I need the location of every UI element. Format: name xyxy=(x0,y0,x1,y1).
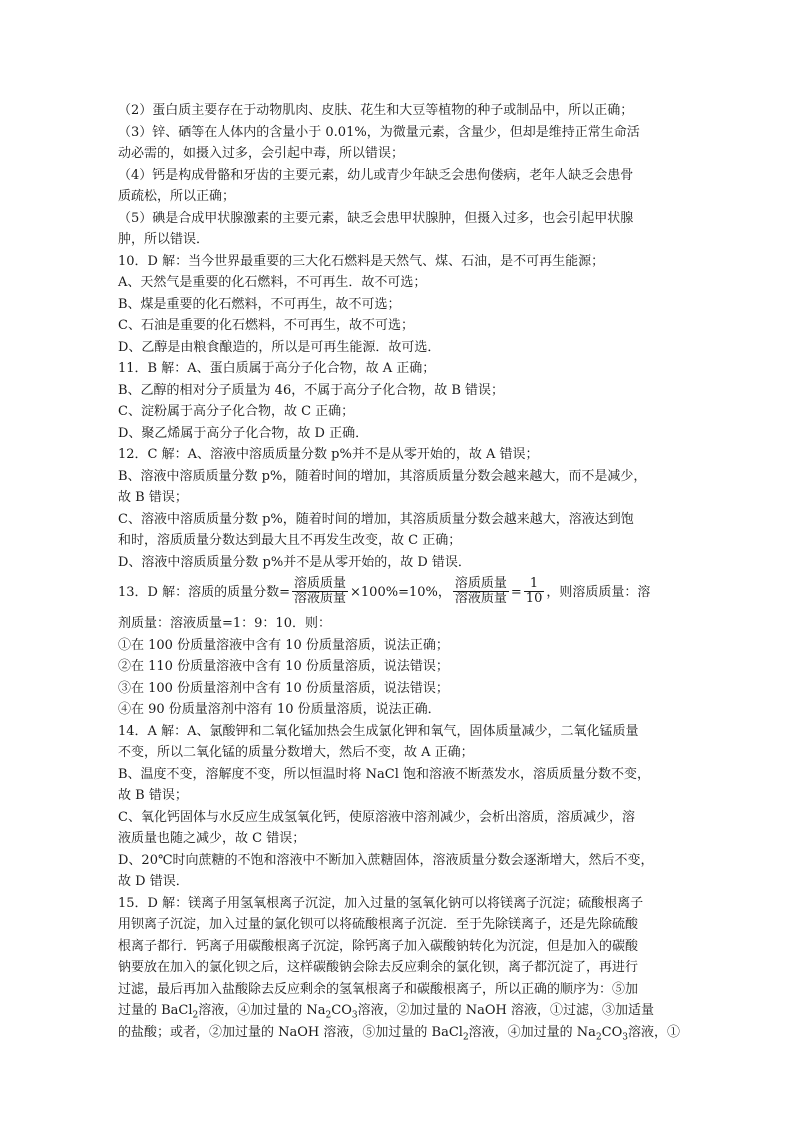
text-line: D、聚乙烯属于高分子化合物，故 D 正确． xyxy=(118,425,369,441)
text-line: C、溶液中溶质质量分数 p%，随着时间的增加，其溶质质量分数会越来越大，溶液达到饱 xyxy=(118,511,634,527)
text-line: 不变，所以二氧化锰的质量分数增大，然后不变，故 A 正确； xyxy=(118,745,474,760)
text-line: ④在 90 份质量溶剂中溶有 10 份质量溶质，说法正确． xyxy=(118,702,441,717)
answer-block-b xyxy=(118,613,678,1000)
fraction-3-numerator: 1 xyxy=(524,577,545,592)
text-line: ②在 110 份质量溶液中含有 10 份质量溶质，说法错误； xyxy=(118,659,449,674)
text-line: C、淀粉属于高分子化合物，故 C 正确； xyxy=(118,404,355,419)
fraction-2-denominator: 溶液质量 xyxy=(454,591,507,606)
text-line: 14．A 解：A、氯酸钾和二氧化锰加热会生成氯化钾和氧气，固体质量减少，二氧化锰质量 xyxy=(118,723,639,739)
text-line: ①在 100 份质量溶液中含有 10 份质量溶质，说法正确； xyxy=(118,637,449,653)
text-line: B、煤是重要的化石燃料，不可再生，故不可选； xyxy=(118,296,401,312)
text-line: （4）钙是构成骨骼和牙齿的主要元素，幼儿或青少年缺乏会患佝偻病，老年人缺乏会患骨 xyxy=(118,167,634,183)
subscript: 2 xyxy=(325,1010,332,1021)
text-line: 11．B 解：A、蛋白质属于高分子化合物，故 A 正确； xyxy=(118,361,436,376)
text-line: D、溶液中溶质质量分数 p%并不是从零开始的，故 D 错误． xyxy=(118,554,471,570)
text-line: D、乙醇是由粮食酿造的，所以是可再生能源．故可选． xyxy=(118,339,441,355)
text-line: 故 B 错误； xyxy=(118,788,188,803)
text-run: 过量的 BaCl xyxy=(118,1003,193,1018)
q13-prefix: 13．D 解：溶质的质量分数= xyxy=(118,585,290,600)
text-run: 溶液，④加过量的 Na xyxy=(198,1003,326,1018)
text-line: 10．D 解：当今世界最重要的三大化石燃料是天然气、煤、石油，是不可再生能源； xyxy=(118,253,605,269)
subscript: 2 xyxy=(192,1010,199,1021)
text-line: 根离子都行．钙离子用碳酸根离子沉淀，除钙离子加入碳酸钠转化为沉淀，但是加入的碳酸 xyxy=(118,938,639,954)
text-line: 钠要放在加入的氯化钡之后，这样碳酸钠会除去反应剩余的氯化钡，离子都沉淀了，再进行 xyxy=(118,960,639,975)
text-run: 溶液，②加过量的 NaOH 溶液，①过滤，③加适量 xyxy=(357,1003,655,1018)
fraction-1-denominator: 溶液质量 xyxy=(294,591,347,606)
text-line: 用钡离子沉淀，加入过量的氯化钡可以将硫酸根离子沉淀．至于先除镁离子，还是先除硫酸 xyxy=(118,917,639,932)
text-line: 和时，溶质质量分数达到最大且不再发生改变，故 C 正确； xyxy=(118,533,462,548)
text-line: C、氧化钙固体与水反应生成氢氧化钙，使原溶液中溶剂减少，会析出溶质，溶质减少，溶 xyxy=(118,809,635,825)
text-line: 动必需的，如摄入过多，会引起中毒，所以错误； xyxy=(118,146,405,161)
subscript-line-2 xyxy=(118,1022,681,1044)
fraction-2-numerator: 溶质质量 xyxy=(454,576,507,591)
subscript: 2 xyxy=(462,1032,469,1043)
subscript: 3 xyxy=(351,1010,358,1021)
text-line: C、石油是重要的化石燃料，不可再生，故不可选； xyxy=(118,318,414,333)
text-line: 12．C 解：A、溶液中溶质质量分数 p%并不是从零开始的，故 A 错误； xyxy=(118,447,539,462)
text-line: A、天然气是重要的化石燃料，不可再生．故不可选； xyxy=(118,275,427,290)
subscript: 2 xyxy=(595,1032,602,1043)
text-line: 肿，所以错误． xyxy=(118,232,210,247)
q13-equals: = xyxy=(510,585,522,600)
text-run: 的盐酸；或者，②加过量的 NaOH 溶液，⑤加过量的 BaCl xyxy=(118,1024,463,1040)
text-line: D、20℃时向蔗糖的不饱和溶液中不断加入蔗糖固体，溶液质量分数会逐渐增大，然后不变， xyxy=(118,852,654,868)
text-line: （2）蛋白质主要存在于动物肌肉、皮肤、花生和大豆等植物的种子或制品中，所以正确； xyxy=(118,103,634,118)
document-body xyxy=(118,100,681,1043)
q13-formula-line xyxy=(118,573,678,613)
text-line: （3）锌、硒等在人体内的含量小于 0.01%，为微量元素，含量少，但却是维持正常生命活 xyxy=(118,124,640,140)
text-run: 溶液，① xyxy=(628,1024,681,1040)
fraction-3-denominator: 10 xyxy=(525,591,543,606)
text-line: B、温度不变，溶解度不变，所以恒温时将 NaCl 饱和溶液不断蒸发水，溶质质量分数不变， xyxy=(118,766,651,782)
text-run: 溶液，④加过量的 Na xyxy=(468,1024,596,1040)
text-line: 过滤，最后再加入盐酸除去反应剩余的氢氧根离子和碳酸根离子，所以正确的顺序为：⑤加 xyxy=(118,981,639,997)
text-line: 故 D 错误． xyxy=(118,874,189,889)
text-line: B、乙醇的相对分子质量为 46，不属于高分子化合物，故 B 错误； xyxy=(118,382,505,398)
text-line: B、溶液中溶质质量分数 p%，随着时间的增加，其溶质质量分数会越来越大，而不是减少， xyxy=(118,468,647,484)
text-line: 故 B 错误； xyxy=(118,490,188,505)
text-line: 15．D 解：镁离子用氢氧根离子沉淀，加入过量的氢氧化钠可以将镁离子沉淀；硫酸根离子 xyxy=(118,895,644,911)
text-line: ③在 100 份质量溶剂中含有 10 份质量溶质，说法错误； xyxy=(118,680,449,696)
answer-block-a xyxy=(118,100,678,573)
text-run: CO xyxy=(601,1024,623,1040)
fraction-2 xyxy=(453,577,509,606)
text-line: 液质量也随之减少，故 C 错误； xyxy=(118,831,306,846)
text-line: 质疏松，所以正确； xyxy=(118,189,236,204)
fraction-3 xyxy=(524,577,545,606)
fraction-1 xyxy=(292,577,348,606)
fraction-1-numerator: 溶质质量 xyxy=(294,576,347,591)
q13-suffix: ，则溶质质量：溶 xyxy=(546,585,651,600)
text-run: CO xyxy=(331,1003,352,1018)
subscript: 3 xyxy=(622,1032,629,1043)
q13-middle: ×100%=10%， xyxy=(350,585,451,600)
subscript-line-1 xyxy=(118,1000,678,1022)
text-line: （5）碘是合成甲状腺激素的主要元素，缺乏会患甲状腺肿，但摄入过多，也会引起甲状腺 xyxy=(118,210,634,226)
text-line: 剂质量：溶液质量=1：9：10．则： xyxy=(118,616,331,631)
